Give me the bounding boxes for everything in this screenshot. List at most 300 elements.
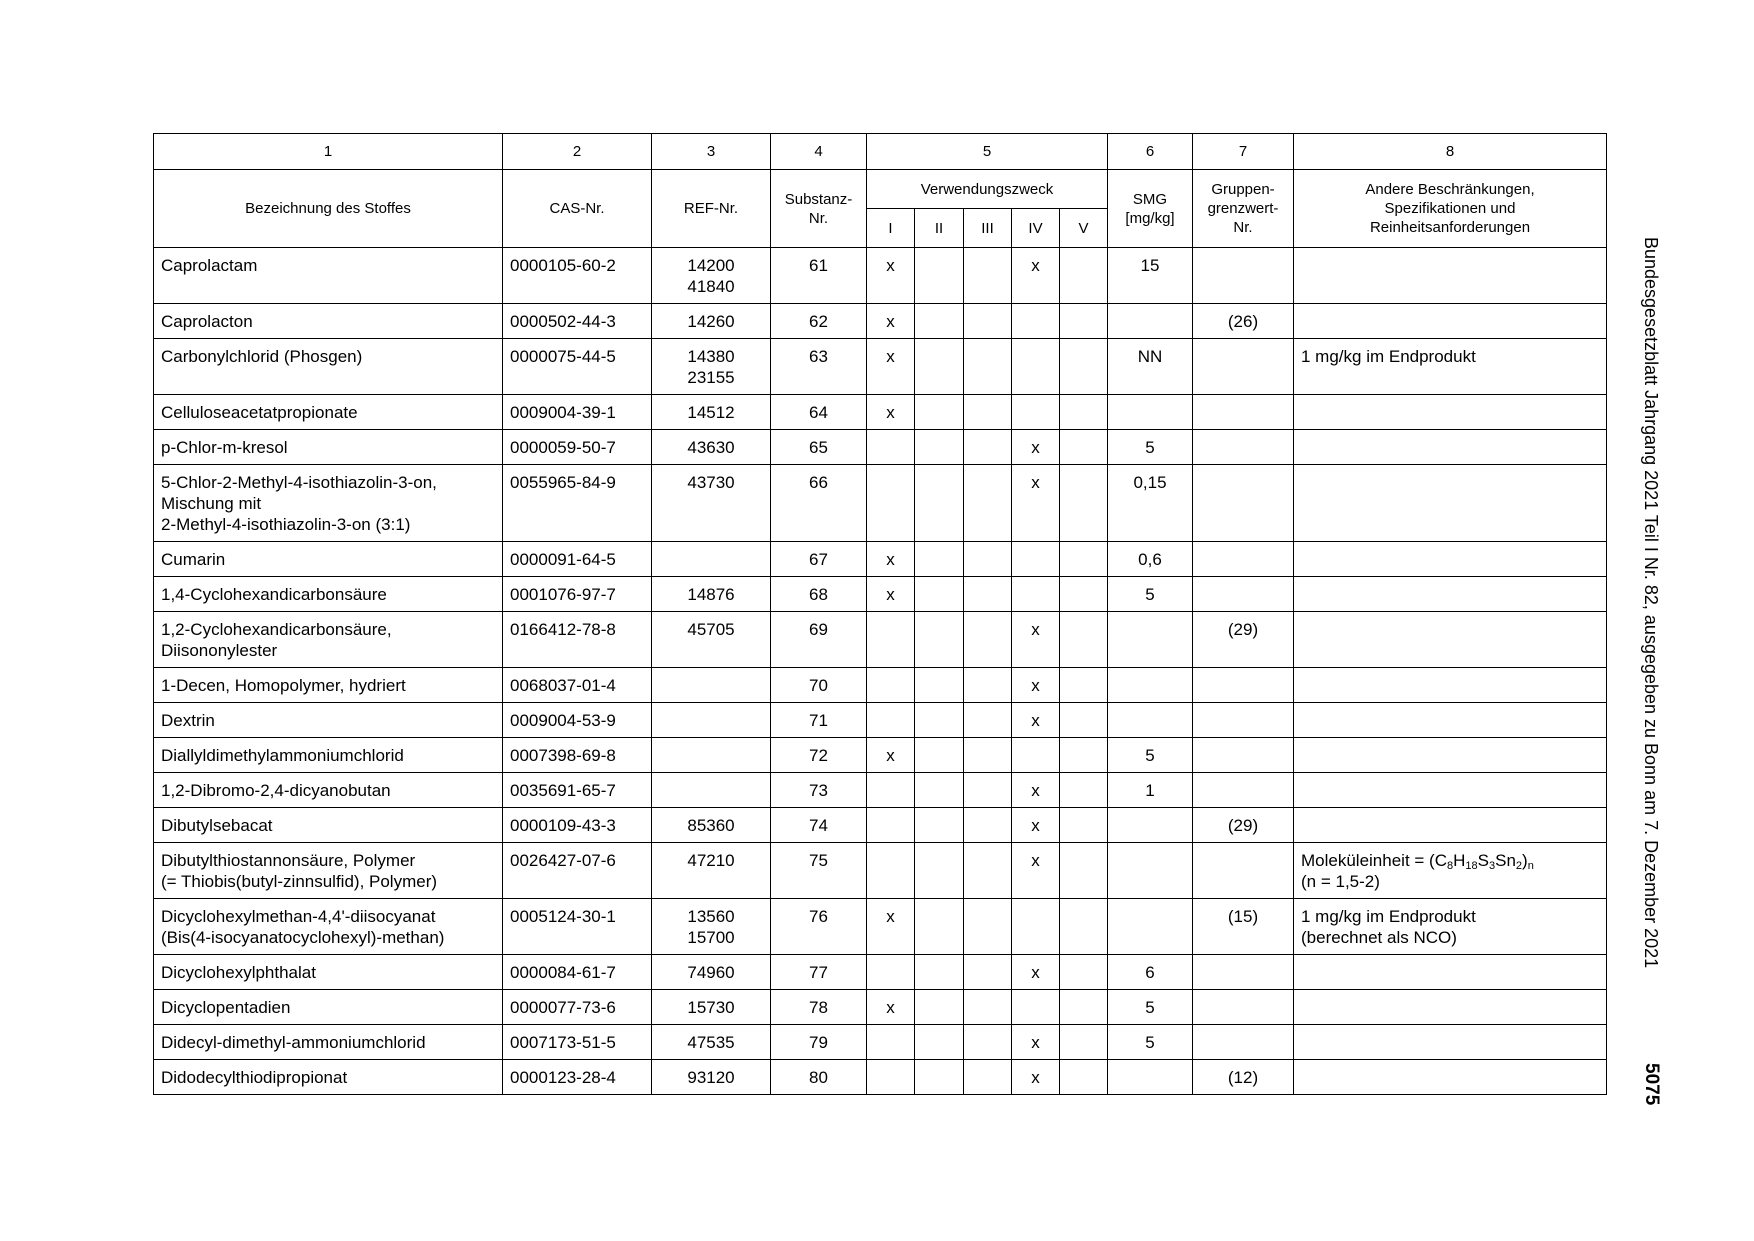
- name-line: (= Thiobis(butyl-zinnsulfid), Polymer): [161, 872, 438, 891]
- table-row: [154, 248, 1607, 304]
- use-mark: [964, 738, 1012, 773]
- use-mark: [1012, 738, 1060, 773]
- group-limit-number: [1193, 465, 1294, 542]
- group-limit-number: (12): [1193, 1060, 1294, 1095]
- substance-name: [154, 899, 503, 955]
- other-restrictions: [1294, 668, 1607, 703]
- substance-name: [154, 955, 503, 990]
- use-mark: x: [1012, 808, 1060, 843]
- smg-value: [1108, 1060, 1193, 1095]
- substance-number: 69: [771, 612, 867, 668]
- use-mark: x: [867, 990, 915, 1025]
- use-mark: x: [867, 899, 915, 955]
- cas-number: 0001076-97-7: [503, 577, 652, 612]
- header-group-limit: [1193, 170, 1294, 248]
- use-mark: [915, 542, 964, 577]
- substance-name: [154, 612, 503, 668]
- substance-name: [154, 577, 503, 612]
- header-line: Andere Beschränkungen,: [1365, 181, 1535, 198]
- substance-name: [154, 395, 503, 430]
- other-restrictions: [1294, 465, 1607, 542]
- substance-name: [154, 339, 503, 395]
- use-mark: [964, 304, 1012, 339]
- use-mark: [964, 612, 1012, 668]
- use-mark: [964, 542, 1012, 577]
- ref-line: 14260: [687, 312, 735, 331]
- cas-number: 0000123-28-4: [503, 1060, 652, 1095]
- use-mark: [964, 668, 1012, 703]
- ref-line: 14512: [687, 403, 735, 422]
- ref-number: [652, 990, 771, 1025]
- other-restrictions: [1294, 612, 1607, 668]
- name-line: p-Chlor-m-kresol: [161, 438, 288, 457]
- use-mark: [1060, 990, 1108, 1025]
- substance-number: 73: [771, 773, 867, 808]
- substance-name: [154, 990, 503, 1025]
- ref-line: 15700: [687, 928, 735, 947]
- use-mark: [964, 395, 1012, 430]
- substance-number: 75: [771, 843, 867, 899]
- smg-value: 5: [1108, 738, 1193, 773]
- use-mark: x: [867, 577, 915, 612]
- use-mark: x: [867, 542, 915, 577]
- header-line: Nr.: [808, 209, 829, 227]
- substance-name: [154, 738, 503, 773]
- gazette-running-header: Bundesgesetzblatt Jahrgang 2021 Teil I Nr. 82, ausgegeben zu Bonn am 7. Dezember 2021: [1641, 237, 1661, 969]
- ref-number: [652, 738, 771, 773]
- use-mark: [1060, 542, 1108, 577]
- name-line: Mischung mit: [161, 494, 262, 513]
- use-mark: [1060, 899, 1108, 955]
- substance-name: [154, 542, 503, 577]
- header-line: SMG: [1132, 190, 1168, 208]
- group-limit-number: [1193, 339, 1294, 395]
- substance-number: 80: [771, 1060, 867, 1095]
- substance-name: [154, 465, 503, 542]
- header-use-category: II: [915, 209, 964, 248]
- name-line: 1,2-Cyclohexandicarbonsäure,: [161, 620, 392, 639]
- restriction-line: Moleküleinheit = $(C_8H_{18}S_3Sn_2)_n$: [1301, 851, 1534, 872]
- table-row: [154, 612, 1607, 668]
- use-mark: [915, 430, 964, 465]
- column-number: 4: [771, 134, 867, 170]
- ref-line: 15730: [687, 998, 735, 1017]
- column-number: 7: [1193, 134, 1294, 170]
- other-restrictions: [1294, 542, 1607, 577]
- use-mark: [964, 955, 1012, 990]
- table-row: [154, 668, 1607, 703]
- use-mark: [915, 668, 964, 703]
- use-mark: [964, 703, 1012, 738]
- use-mark: [915, 899, 964, 955]
- use-mark: x: [1012, 703, 1060, 738]
- other-restrictions: [1294, 339, 1607, 395]
- table-row: [154, 1025, 1607, 1060]
- header-ref-number: REF-Nr.: [652, 170, 771, 248]
- use-mark: [867, 668, 915, 703]
- name-line: 1,2-Dibromo-2,4-dicyanobutan: [161, 781, 391, 800]
- use-mark: [1012, 304, 1060, 339]
- substance-name: [154, 430, 503, 465]
- use-mark: x: [867, 339, 915, 395]
- ref-line: 93120: [687, 1068, 735, 1087]
- substance-name: [154, 1060, 503, 1095]
- smg-value: 5: [1108, 990, 1193, 1025]
- use-mark: [867, 843, 915, 899]
- header-cas-number: CAS-Nr.: [503, 170, 652, 248]
- page-number: 5075: [1641, 1063, 1662, 1106]
- cas-number: 0000502-44-3: [503, 304, 652, 339]
- use-mark: x: [867, 304, 915, 339]
- ref-number: [652, 395, 771, 430]
- smg-value: [1108, 668, 1193, 703]
- use-mark: [1060, 304, 1108, 339]
- header-line: Spezifikationen und: [1384, 200, 1516, 217]
- use-mark: x: [867, 738, 915, 773]
- table-row: [154, 542, 1607, 577]
- use-mark: [915, 773, 964, 808]
- ref-line: 14200: [687, 256, 735, 275]
- header-other-restrictions: [1294, 170, 1607, 248]
- ref-line: 13560: [687, 907, 735, 926]
- cas-number: 0055965-84-9: [503, 465, 652, 542]
- column-number: 3: [652, 134, 771, 170]
- group-limit-number: [1193, 703, 1294, 738]
- use-mark: [1060, 668, 1108, 703]
- table-row: [154, 430, 1607, 465]
- ref-number: [652, 542, 771, 577]
- smg-value: 1: [1108, 773, 1193, 808]
- name-line: Diallyldimethylammoniumchlorid: [161, 746, 404, 765]
- group-limit-number: [1193, 738, 1294, 773]
- other-restrictions: [1294, 808, 1607, 843]
- use-mark: [867, 808, 915, 843]
- use-mark: [1012, 899, 1060, 955]
- cas-number: 0000077-73-6: [503, 990, 652, 1025]
- group-limit-number: [1193, 430, 1294, 465]
- use-mark: x: [1012, 248, 1060, 304]
- smg-value: 5: [1108, 577, 1193, 612]
- column-number: 2: [503, 134, 652, 170]
- substance-name: [154, 248, 503, 304]
- use-mark: [1012, 542, 1060, 577]
- group-limit-number: (15): [1193, 899, 1294, 955]
- other-restrictions: [1294, 843, 1607, 899]
- use-mark: [915, 395, 964, 430]
- group-limit-number: [1193, 843, 1294, 899]
- table-row: [154, 465, 1607, 542]
- other-restrictions: [1294, 773, 1607, 808]
- use-mark: [915, 1060, 964, 1095]
- table-row: [154, 339, 1607, 395]
- cas-number: 0009004-39-1: [503, 395, 652, 430]
- use-mark: [1060, 395, 1108, 430]
- ref-number: [652, 577, 771, 612]
- header-use-category: III: [964, 209, 1012, 248]
- use-mark: [915, 612, 964, 668]
- ref-line: 43730: [687, 473, 735, 492]
- use-mark: x: [1012, 430, 1060, 465]
- restriction-line: (berechnet als NCO): [1301, 928, 1457, 947]
- cas-number: 0000109-43-3: [503, 808, 652, 843]
- group-limit-number: [1193, 990, 1294, 1025]
- smg-value: [1108, 612, 1193, 668]
- ref-number: [652, 843, 771, 899]
- use-mark: x: [1012, 612, 1060, 668]
- use-mark: [1012, 339, 1060, 395]
- use-mark: [1060, 577, 1108, 612]
- column-header-row: [154, 170, 1607, 209]
- use-mark: [1060, 339, 1108, 395]
- substance-number: 62: [771, 304, 867, 339]
- restriction-line: (n = 1,5-2): [1301, 872, 1380, 891]
- use-mark: [915, 577, 964, 612]
- cas-number: 0166412-78-8: [503, 612, 652, 668]
- use-mark: [915, 738, 964, 773]
- use-mark: [915, 304, 964, 339]
- table-row: [154, 395, 1607, 430]
- use-mark: [915, 703, 964, 738]
- header-use-category: I: [867, 209, 915, 248]
- use-mark: [915, 843, 964, 899]
- column-number: 5: [867, 134, 1108, 170]
- ref-line: 45705: [687, 620, 735, 639]
- substance-number: 79: [771, 1025, 867, 1060]
- header-substance-name: Bezeichnung des Stoffes: [154, 170, 503, 248]
- substance-name: [154, 1025, 503, 1060]
- use-mark: [964, 773, 1012, 808]
- ref-number: [652, 248, 771, 304]
- use-mark: [1060, 465, 1108, 542]
- use-mark: [1012, 395, 1060, 430]
- smg-value: 5: [1108, 430, 1193, 465]
- use-mark: [1060, 612, 1108, 668]
- name-line: Caprolactam: [161, 256, 258, 275]
- name-line: Caprolacton: [161, 312, 253, 331]
- use-mark: [915, 248, 964, 304]
- use-mark: x: [1012, 1025, 1060, 1060]
- substance-number: 63: [771, 339, 867, 395]
- use-mark: [867, 773, 915, 808]
- use-mark: x: [1012, 465, 1060, 542]
- use-mark: [1060, 773, 1108, 808]
- use-mark: [1060, 738, 1108, 773]
- header-line: grenzwert-: [1207, 200, 1279, 217]
- table-row: [154, 843, 1607, 899]
- header-smg: [1108, 170, 1193, 248]
- substance-name: [154, 808, 503, 843]
- cas-number: 0007398-69-8: [503, 738, 652, 773]
- ref-number: [652, 430, 771, 465]
- other-restrictions: [1294, 395, 1607, 430]
- ref-number: [652, 703, 771, 738]
- substance-name: [154, 773, 503, 808]
- use-mark: [964, 899, 1012, 955]
- substance-number: 61: [771, 248, 867, 304]
- use-mark: [964, 577, 1012, 612]
- name-line: Celluloseacetatpropionate: [161, 403, 358, 422]
- ref-line: 23155: [687, 368, 735, 387]
- substance-number: 70: [771, 668, 867, 703]
- use-mark: [1060, 808, 1108, 843]
- ref-line: 47210: [687, 851, 735, 870]
- ref-number: [652, 304, 771, 339]
- cas-number: 0026427-07-6: [503, 843, 652, 899]
- smg-value: 0,15: [1108, 465, 1193, 542]
- use-mark: [1060, 1060, 1108, 1095]
- table-row: [154, 577, 1607, 612]
- use-mark: [1060, 703, 1108, 738]
- name-line: Dicyclopentadien: [161, 998, 291, 1017]
- ref-number: [652, 668, 771, 703]
- use-mark: [964, 465, 1012, 542]
- use-mark: [1060, 248, 1108, 304]
- restriction-line: 1 mg/kg im Endprodukt: [1301, 907, 1476, 926]
- use-mark: [915, 339, 964, 395]
- name-line: Dicyclohexylphthalat: [161, 963, 316, 982]
- group-limit-number: [1193, 577, 1294, 612]
- smg-value: 15: [1108, 248, 1193, 304]
- substance-name: [154, 703, 503, 738]
- name-line: Dibutylthiostannonsäure, Polymer: [161, 851, 416, 870]
- header-line: [mg/kg]: [1125, 209, 1175, 227]
- use-mark: x: [1012, 955, 1060, 990]
- use-mark: x: [867, 395, 915, 430]
- use-mark: [867, 430, 915, 465]
- table-row: [154, 304, 1607, 339]
- ref-number: [652, 465, 771, 542]
- restriction-line: 1 mg/kg im Endprodukt: [1301, 347, 1476, 366]
- header-intended-use: Verwendungszweck: [867, 170, 1108, 209]
- use-mark: [1060, 1025, 1108, 1060]
- group-limit-number: [1193, 395, 1294, 430]
- use-mark: [1060, 955, 1108, 990]
- cas-number: 0068037-01-4: [503, 668, 652, 703]
- use-mark: x: [1012, 843, 1060, 899]
- group-limit-number: (29): [1193, 808, 1294, 843]
- use-mark: [867, 1060, 915, 1095]
- use-mark: x: [1012, 668, 1060, 703]
- use-mark: [915, 1025, 964, 1060]
- header-substance-number: [771, 170, 867, 248]
- table-row: [154, 738, 1607, 773]
- substance-number: 76: [771, 899, 867, 955]
- use-mark: [867, 465, 915, 542]
- name-line: Dicyclohexylmethan-4,4'-diisocyanat: [161, 907, 436, 926]
- use-mark: [915, 955, 964, 990]
- use-mark: [1060, 430, 1108, 465]
- use-mark: x: [1012, 1060, 1060, 1095]
- cas-number: 0035691-65-7: [503, 773, 652, 808]
- group-limit-number: (26): [1193, 304, 1294, 339]
- ref-line: 43630: [687, 438, 735, 457]
- use-mark: [964, 1025, 1012, 1060]
- use-mark: [1012, 990, 1060, 1025]
- header-line: Gruppen-: [1211, 181, 1275, 198]
- table-row: [154, 990, 1607, 1025]
- substance-name: [154, 304, 503, 339]
- cas-number: 0007173-51-5: [503, 1025, 652, 1060]
- use-mark: [867, 955, 915, 990]
- substance-number: 78: [771, 990, 867, 1025]
- use-mark: [964, 430, 1012, 465]
- group-limit-number: [1193, 773, 1294, 808]
- use-mark: [1060, 843, 1108, 899]
- use-mark: [964, 843, 1012, 899]
- table-row: [154, 773, 1607, 808]
- substance-number: 68: [771, 577, 867, 612]
- smg-value: [1108, 808, 1193, 843]
- smg-value: NN: [1108, 339, 1193, 395]
- column-number: 6: [1108, 134, 1193, 170]
- other-restrictions: [1294, 738, 1607, 773]
- other-restrictions: [1294, 248, 1607, 304]
- use-mark: [964, 990, 1012, 1025]
- header-use-category: IV: [1012, 209, 1060, 248]
- other-restrictions: [1294, 955, 1607, 990]
- name-line: 1-Decen, Homopolymer, hydriert: [161, 676, 406, 695]
- use-mark: [867, 703, 915, 738]
- substance-number: 64: [771, 395, 867, 430]
- name-line: Didecyl-dimethyl-ammoniumchlorid: [161, 1033, 426, 1052]
- ref-line: 14380: [687, 347, 735, 366]
- name-line: Dibutylsebacat: [161, 816, 273, 835]
- table-row: [154, 1060, 1607, 1095]
- other-restrictions: [1294, 304, 1607, 339]
- smg-value: [1108, 843, 1193, 899]
- other-restrictions: [1294, 990, 1607, 1025]
- substance-number: 74: [771, 808, 867, 843]
- substance-name: [154, 843, 503, 899]
- ref-line: 41840: [687, 277, 735, 296]
- cas-number: 0000084-61-7: [503, 955, 652, 990]
- ref-number: [652, 1060, 771, 1095]
- cas-number: 0000091-64-5: [503, 542, 652, 577]
- ref-line: 85360: [687, 816, 735, 835]
- table-row: [154, 899, 1607, 955]
- group-limit-number: [1193, 1025, 1294, 1060]
- use-mark: x: [867, 248, 915, 304]
- use-mark: [964, 339, 1012, 395]
- group-limit-number: (29): [1193, 612, 1294, 668]
- substance-table: [153, 133, 1607, 1095]
- use-mark: [915, 808, 964, 843]
- name-line: 5-Chlor-2-Methyl-4-isothiazolin-3-on,: [161, 473, 437, 492]
- header-line: Reinheitsanforderungen: [1369, 219, 1531, 236]
- cas-number: 0009004-53-9: [503, 703, 652, 738]
- ref-line: 14876: [687, 585, 735, 604]
- ref-number: [652, 612, 771, 668]
- column-number: 1: [154, 134, 503, 170]
- header-line: Nr.: [1233, 219, 1253, 236]
- table-row: [154, 703, 1607, 738]
- use-mark: [964, 1060, 1012, 1095]
- substance-name: [154, 668, 503, 703]
- ref-number: [652, 1025, 771, 1060]
- ref-number: [652, 899, 771, 955]
- group-limit-number: [1193, 955, 1294, 990]
- name-line: Cumarin: [161, 550, 226, 569]
- name-line: Dextrin: [161, 711, 215, 730]
- substance-number: 77: [771, 955, 867, 990]
- group-limit-number: [1193, 542, 1294, 577]
- ref-number: [652, 955, 771, 990]
- smg-value: [1108, 304, 1193, 339]
- other-restrictions: [1294, 1025, 1607, 1060]
- use-mark: [915, 990, 964, 1025]
- substance-number: 65: [771, 430, 867, 465]
- use-mark: [867, 1025, 915, 1060]
